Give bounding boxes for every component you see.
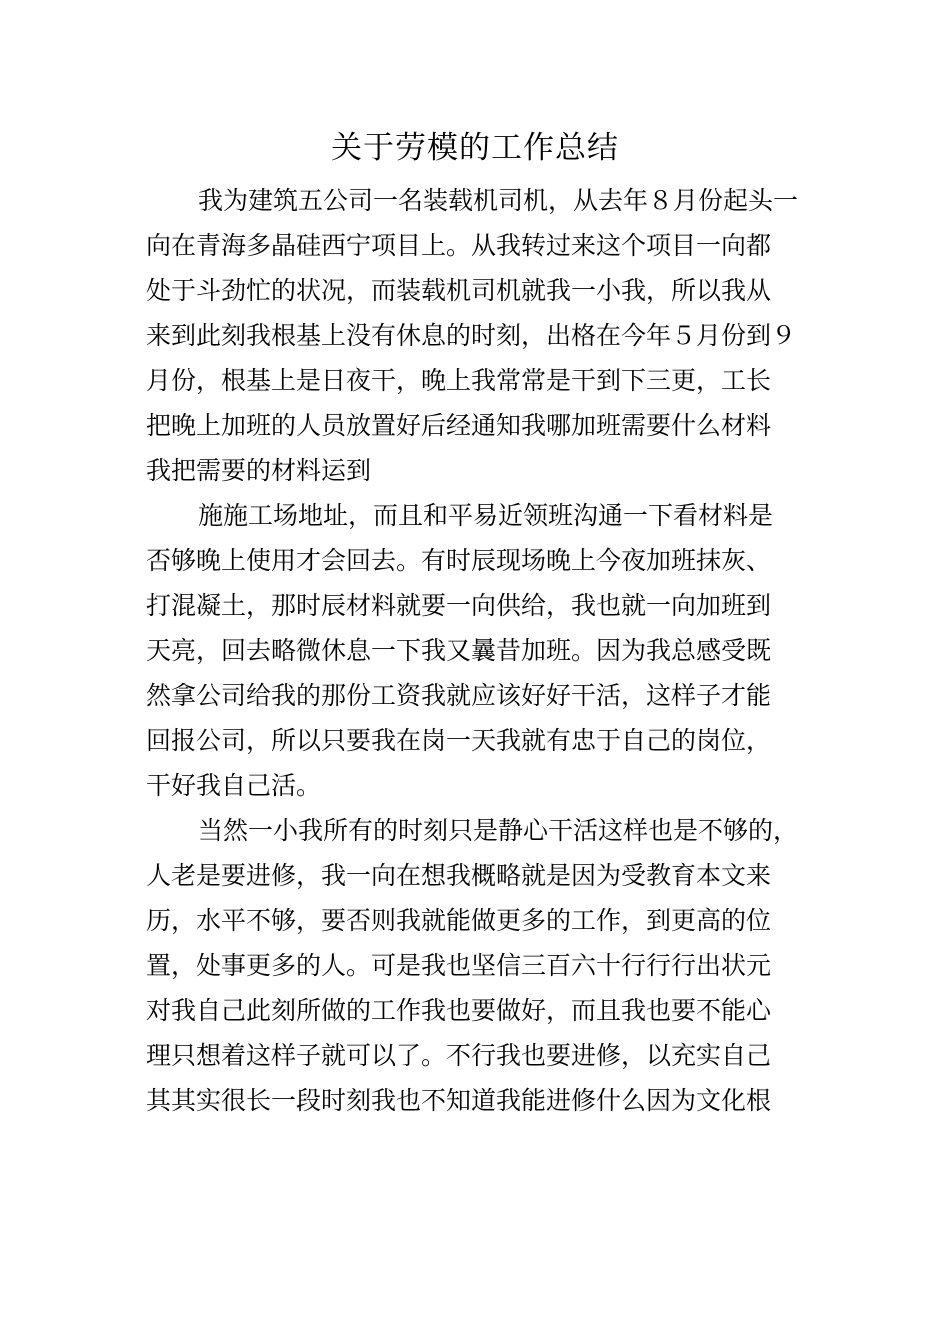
text-line: 月份，根基上是日夜干，晚上我常常是干到下三更，工长 [146,366,772,395]
text-line: 置，处事更多的人。可是我也坚信三百六十行行行出状元 [146,951,772,980]
text-line: 来到此刻我根基上没有休息的时刻，出格在今年５月份到９ [146,321,797,350]
text-line: 打混凝土，那时辰材料就要一向供给，我也就一向加班到 [146,591,772,620]
text-line: 把晚上加班的人员放置好后经通知我哪加班需要什么材料 [146,411,772,440]
text-line: 否够晚上使用才会回去。有时辰现场晚上今夜加班抹灰、 [146,546,772,575]
paragraph-1 [146,178,811,493]
text-line: 我把需要的材料运到 [146,456,372,485]
text-line: 然拿公司给我的那份工资我就应该好好干活，这样子才能 [146,681,772,710]
paragraph-3 [146,808,811,1123]
text-line: 理只想着这样子就可以了。不行我也要进修，以充实自己 [146,1041,772,1070]
text-line: 处于斗劲忙的状况，而装载机司机就我一小我，所以我从 [146,276,772,305]
text-line: 人老是要进修，我一向在想我概略就是因为受教育本文来 [146,861,772,890]
paragraph-2 [146,493,811,808]
text-line: 回报公司，所以只要我在岗一天我就有忠于自己的岗位， [146,726,772,755]
text-line: 向在青海多晶硅西宁项目上。从我转过来这个项目一向都 [146,231,772,260]
document-body [146,178,811,1123]
text-line: 其其实很长一段时刻我也不知道我能进修什么因为文化根 [146,1086,772,1115]
text-line: 干好我自己活。 [146,771,322,800]
text-line: 当然一小我所有的时刻只是静心干活这样也是不够的， [198,816,799,845]
text-line: 天亮，回去略微休息一下我又曩昔加班。因为我总感受既 [146,636,772,665]
text-line: 施施工场地址，而且和平易近领班沟通一下看材料是 [198,501,774,530]
text-line: 历，水平不够，要否则我就能做更多的工作，到更高的位 [146,906,772,935]
text-line: 对我自己此刻所做的工作我也要做好，而且我也要不能心 [146,996,772,1025]
text-line: 我为建筑五公司一名装载机司机，从去年８月份起头一 [198,186,799,215]
document-title: 关于劳模的工作总结 [331,130,619,166]
